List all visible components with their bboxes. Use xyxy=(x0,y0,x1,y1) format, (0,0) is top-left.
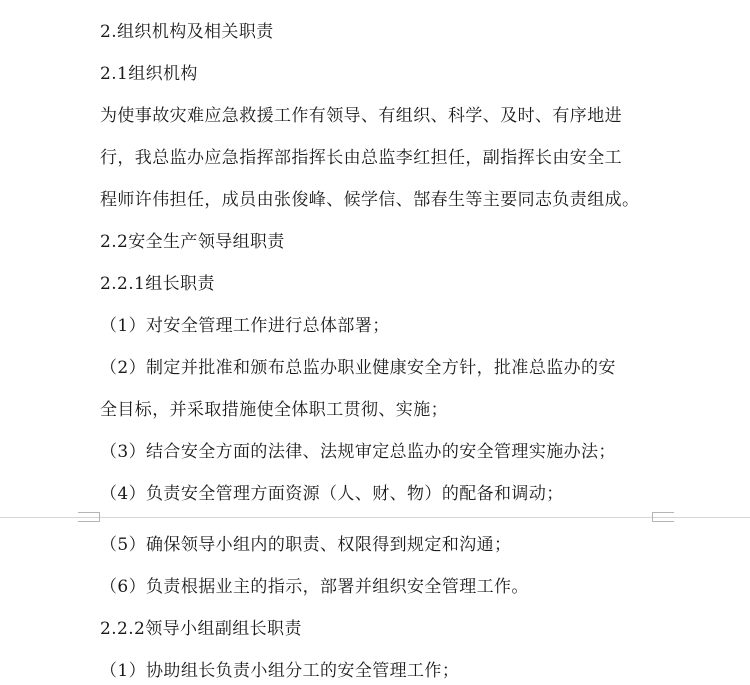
section-heading: 2.组织机构及相关职责 xyxy=(100,22,274,42)
list-item: （3）结合安全方面的法律、法规审定总监办的安全管理实施办法； xyxy=(100,442,616,462)
list-item: （1）对安全管理工作进行总体部署； xyxy=(100,316,390,336)
page-break-divider xyxy=(0,517,750,518)
subsection-heading: 2.2安全生产领导组职责 xyxy=(100,232,285,252)
list-item-continuation: 全目标，并采取措施使全体职工贯彻、实施； xyxy=(100,400,448,420)
paragraph-line: 程师许伟担任，成员由张俊峰、候学信、郜春生等主要同志负责组成。 xyxy=(100,190,640,210)
list-item: （2）制定并批准和颁布总监办职业健康安全方针，批准总监办的安 xyxy=(100,358,616,378)
list-item: （4）负责安全管理方面资源（人、财、物）的配备和调动； xyxy=(100,484,564,504)
subsection-heading: 2.2.1组长职责 xyxy=(100,274,215,294)
subsection-heading: 2.1组织机构 xyxy=(100,64,198,84)
subsection-heading: 2.2.2领导小组副组长职责 xyxy=(100,619,302,639)
paragraph-line: 行，我总监办应急指挥部指挥长由总监李红担任，副指挥长由安全工 xyxy=(100,148,622,168)
page-corner-mark-right xyxy=(652,512,674,522)
list-item: （1）协助组长负责小组分工的安全管理工作； xyxy=(100,661,460,681)
page-corner-mark-left xyxy=(78,512,100,522)
list-item: （5）确保领导小组内的职责、权限得到规定和沟通； xyxy=(100,535,512,555)
paragraph-line: 为使事故灾难应急救援工作有领导、有组织、科学、及时、有序地进 xyxy=(100,106,622,126)
list-item: （6）负责根据业主的指示，部署并组织安全管理工作。 xyxy=(100,577,529,597)
